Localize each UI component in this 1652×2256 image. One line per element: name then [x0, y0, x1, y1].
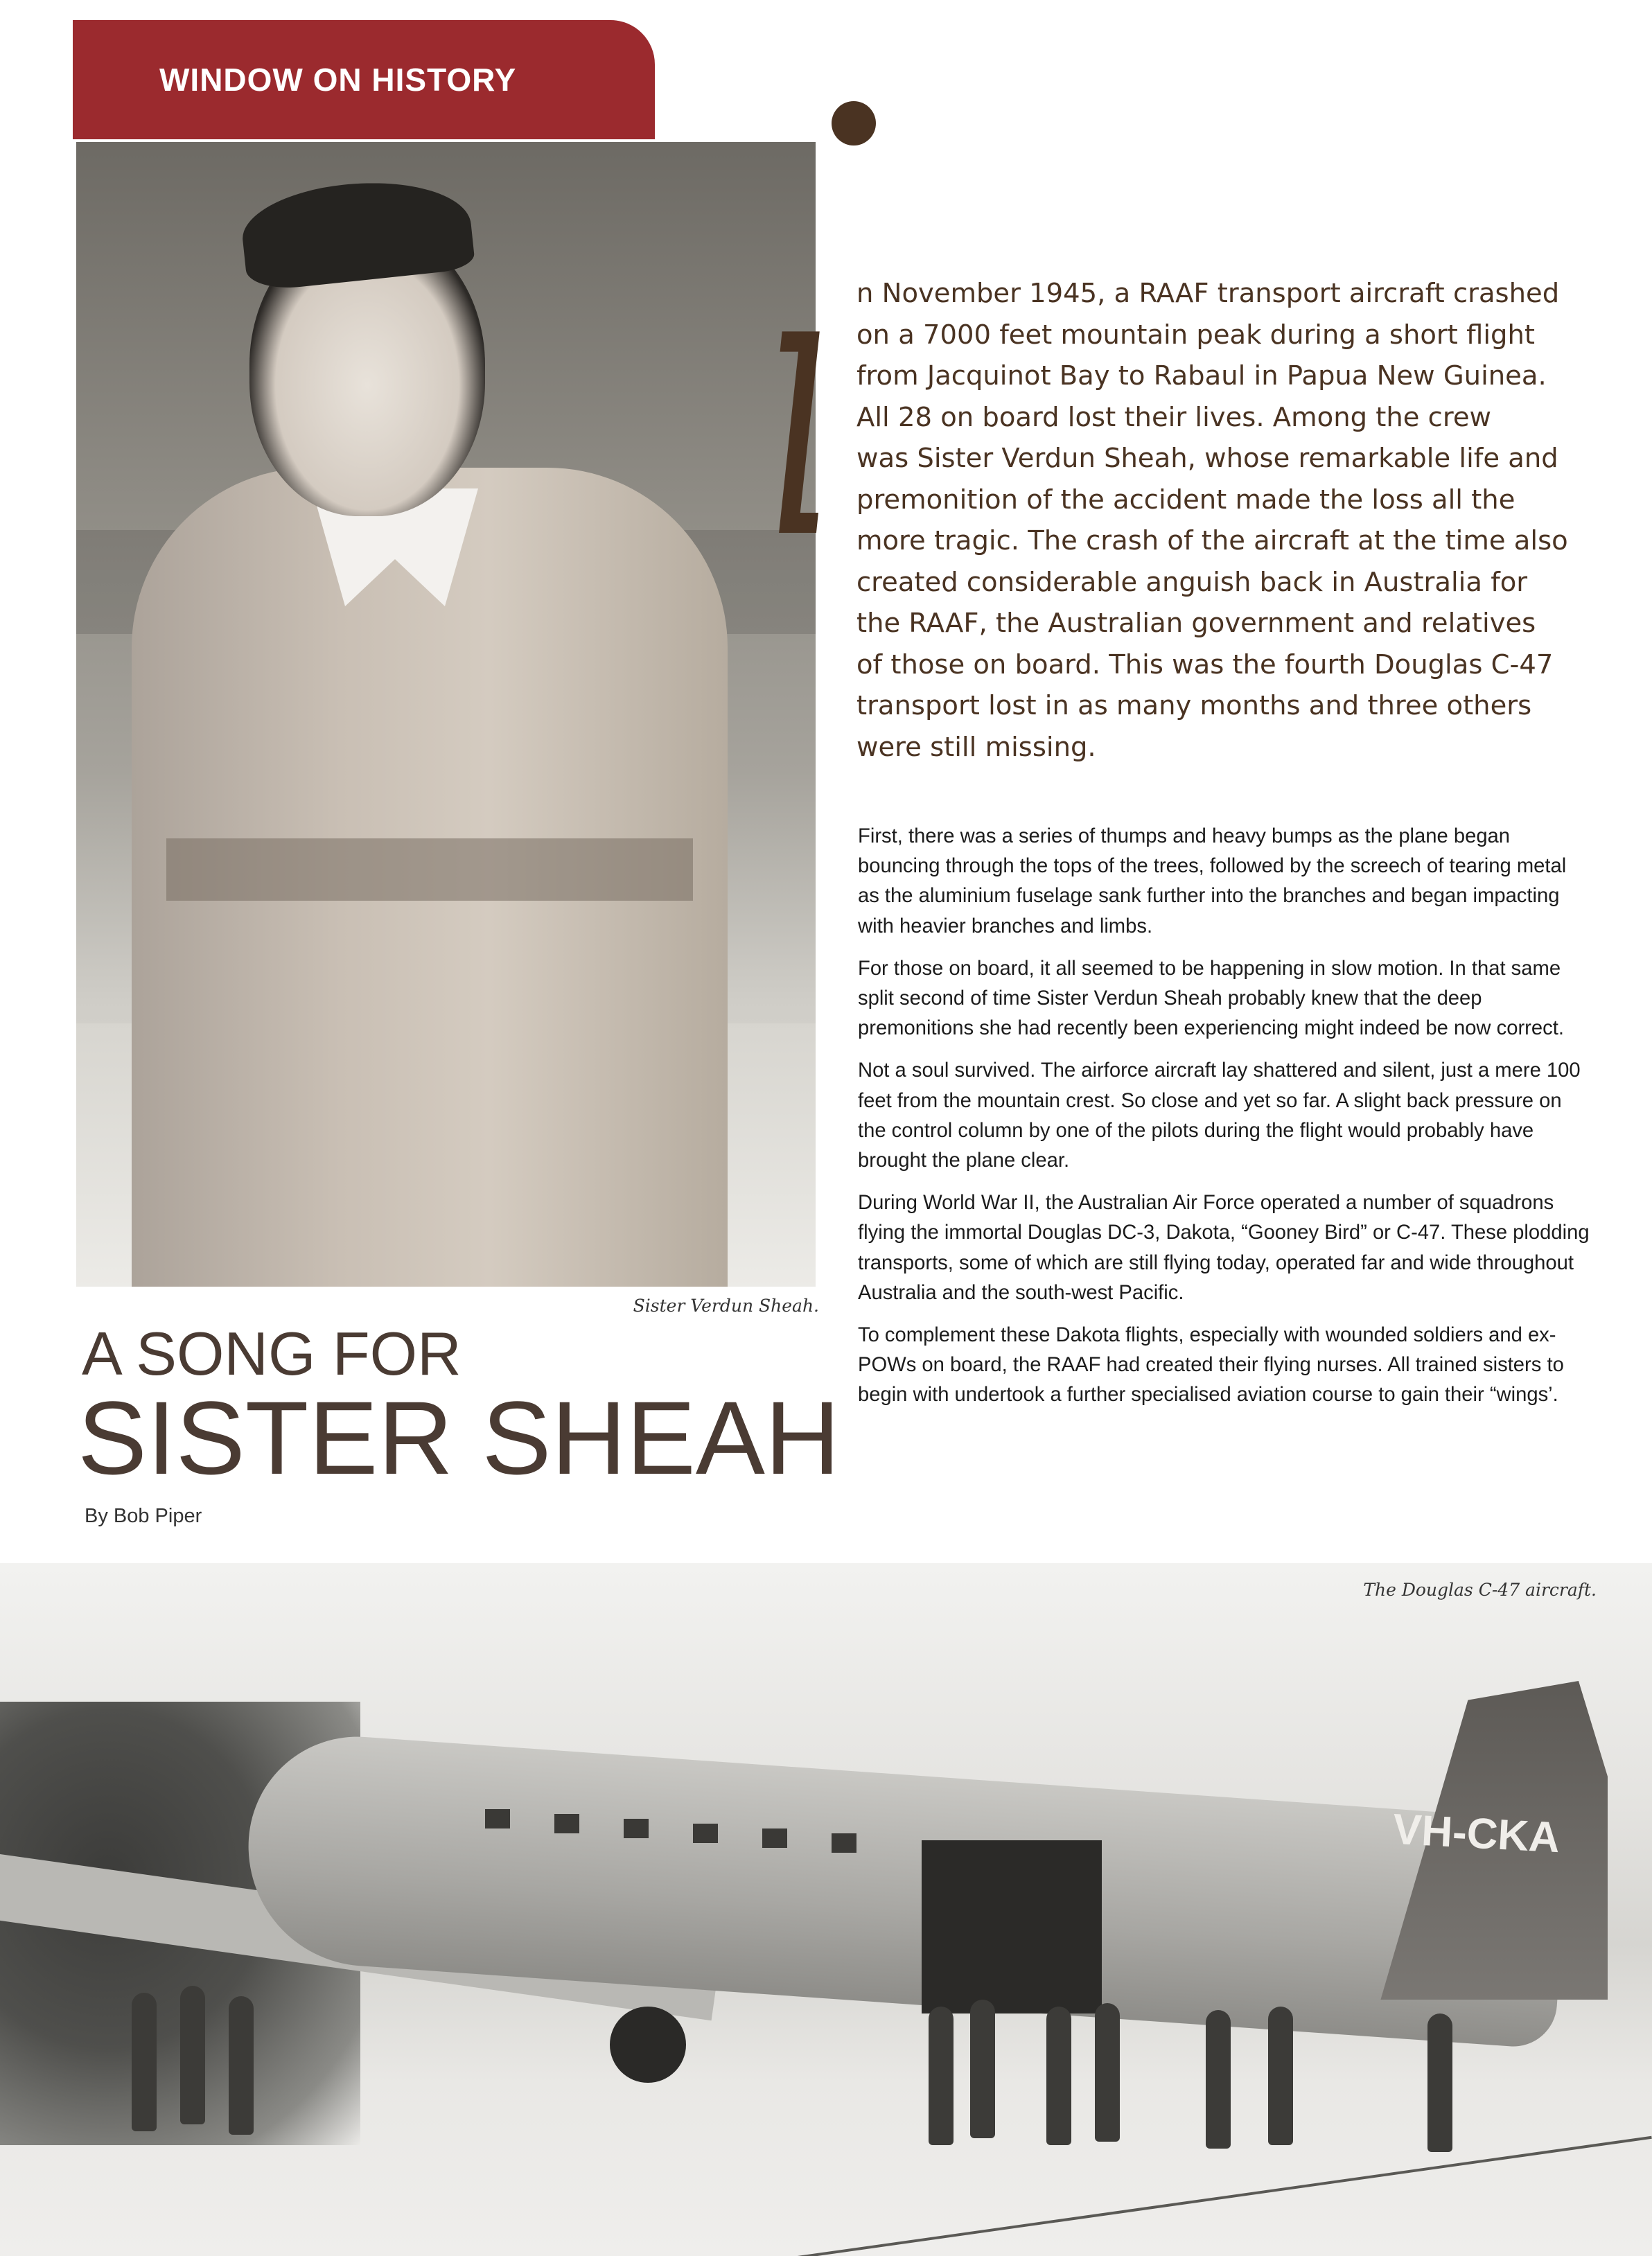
photo-person: [970, 2000, 995, 2138]
photo-aircraft-window: [832, 1833, 856, 1853]
aircraft-registration: VH-CKA: [1391, 1805, 1561, 1862]
intro-line: transport lost in as many months and three others: [856, 690, 1532, 721]
photo-aircraft-window: [624, 1819, 649, 1838]
section-label: WINDOW ON HISTORY: [73, 20, 655, 139]
photo-ground-crack: [732, 2136, 1652, 2256]
portrait-caption: Sister Verdun Sheah.: [633, 1296, 819, 1316]
photo-figure-belt: [166, 838, 693, 901]
photo-person: [1095, 2003, 1120, 2142]
photo-aircraft-window: [485, 1809, 510, 1828]
intro-line: on a 7000 feet mountain peak during a short flight: [856, 319, 1535, 351]
photo-person: [1427, 2013, 1452, 2152]
photo-person: [1206, 2010, 1231, 2149]
article-title-line2: SISTER SHEAH: [78, 1380, 841, 1496]
aircraft-caption: The Douglas C-47 aircraft.: [1363, 1580, 1597, 1600]
photo-person: [180, 1986, 205, 2124]
photo-person: [132, 1993, 157, 2131]
portrait-photo: [76, 142, 816, 1287]
body-paragraph: To complement these Dakota flights, especially with wounded soldiers and ex-POWs on board, the RAAF had created their flying nurses. All trained sisters to begin with undertook a further specialised aviation course to gain their “wings’.: [858, 1324, 1564, 1407]
drop-cap-dot: [832, 101, 876, 146]
intro-line: from Jacquinot Bay to Rabaul in Papua New Guinea.: [856, 360, 1547, 391]
body-paragraph: Not a soul survived. The airforce aircraft lay shattered and silent, just a mere 100 feet from the mountain crest. So close and yet so far. A slight back pressure on the control column by one of the pilots during the flight would probably have brought the plane clear.: [858, 1059, 1581, 1172]
intro-line: was Sister Verdun Sheah, whose remarkable life and: [856, 443, 1558, 474]
photo-aircraft-window: [762, 1828, 787, 1848]
photo-person: [929, 2007, 954, 2145]
intro-line: more tragic. The crash of the aircraft at the time also: [856, 525, 1568, 556]
photo-aircraft-cargo-door: [922, 1840, 1102, 2013]
intro-line: All 28 on board lost their lives. Among the crew: [856, 401, 1492, 433]
intro-line: n November 1945, a RAAF transport aircraft crashed: [856, 278, 1560, 309]
body-paragraph: First, there was a series of thumps and heavy bumps as the plane began bouncing through the tops of the trees, followed by the screech of tearing metal as the aluminium fuselage sank further into the branches and began impacting with heavier branches and limbs.: [858, 825, 1567, 937]
photo-person: [229, 1996, 254, 2135]
intro-line: premonition of the accident made the loss all the: [856, 484, 1515, 515]
photo-aircraft-window: [554, 1814, 579, 1833]
photo-person: [1046, 2007, 1071, 2145]
photo-aircraft-wheel: [610, 2007, 686, 2083]
drop-cap-letter: [764, 205, 832, 593]
photo-aircraft-fuselage: [240, 1729, 1570, 2050]
body-paragraph: For those on board, it all seemed to be happening in slow motion. In that same split second of time Sister Verdun Sheah probably knew that the deep premonitions she had recently been experiencing might indeed be now correct.: [858, 957, 1564, 1040]
body-paragraph: During World War II, the Australian Air Force operated a number of squadrons flying the immortal Douglas DC-3, Dakota, “Gooney Bird” or C-47. These plodding transports, some of which are still flying today, operated far and wide throughout Australia and the south-west Pacific.: [858, 1192, 1590, 1304]
intro-line: created considerable anguish back in Australia for: [856, 566, 1528, 598]
aircraft-photo: [0, 1563, 1652, 2256]
article-body: [858, 822, 1592, 1423]
photo-person: [1268, 2007, 1293, 2145]
photo-aircraft-window: [693, 1824, 718, 1843]
article-title-line1: A SONG FOR: [82, 1319, 462, 1388]
byline: By Bob Piper: [85, 1505, 202, 1527]
intro-line: the RAAF, the Australian government and relatives: [856, 608, 1536, 639]
intro-line: of those on board. This was the fourth Douglas C-47: [856, 649, 1554, 680]
intro-line: were still missing.: [856, 731, 1096, 763]
intro-paragraph: [856, 273, 1577, 768]
